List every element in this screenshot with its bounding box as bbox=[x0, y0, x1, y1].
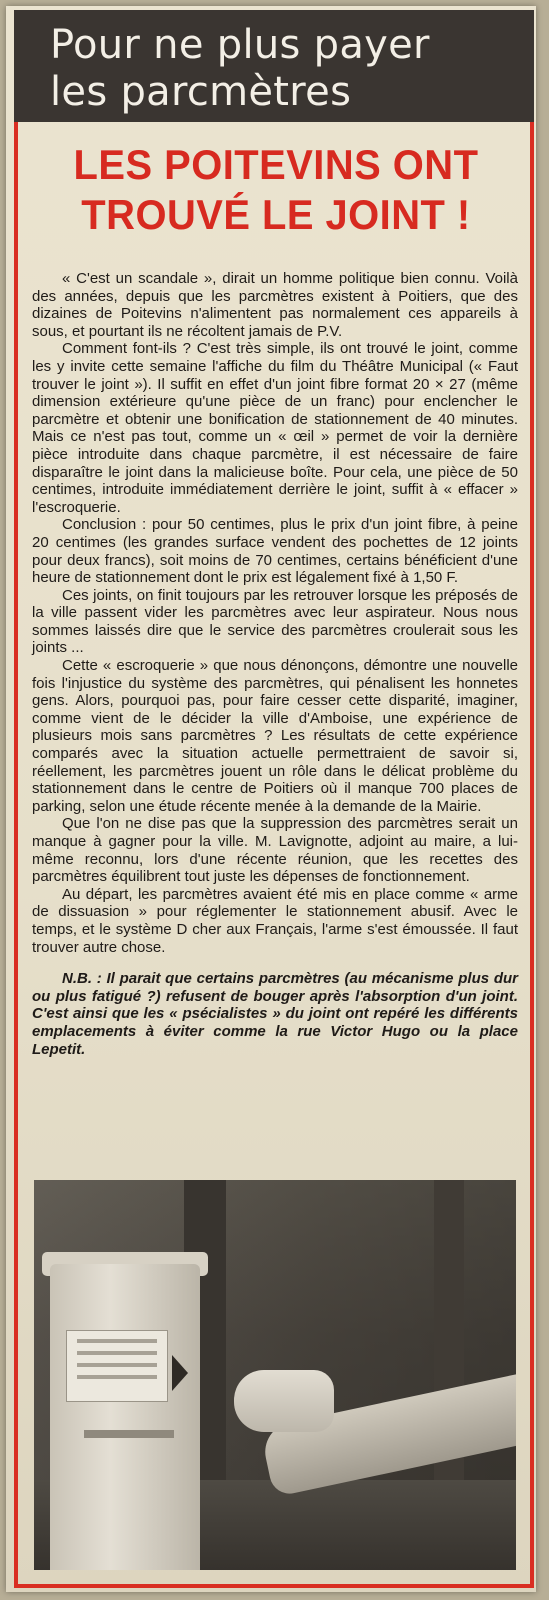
paragraph-5: Cette « escroquerie » que nous dénonçons, démontre une nouvelle fois l'injustice du système des parcmètres, qui pénalisent les honnetes gens. Alors, pourquoi pas, pour faire cesser cette disparité, imaginer, comme vient de le décider la ville d'Amboise, une expérience de plusieurs mois sans parcmètres ? Les résultats de cette expérience comparés avec la situation actuelle permettraient de savoir si, réellement, les parcmètres jouent un rôle dans le délicat problème du stationnement dans le centre de Poitiers où il manque 700 places de parking, selon une étude récente menée à la demande de la Mairie. bbox=[32, 657, 518, 815]
hand-inserting-coin bbox=[234, 1370, 334, 1432]
headline-line-2: TROUVÉ LE JOINT ! bbox=[81, 191, 471, 238]
parking-meter-photo bbox=[34, 1180, 516, 1570]
headline bbox=[39, 140, 514, 240]
kicker-banner bbox=[14, 10, 534, 122]
parking-meter-instruction-plate bbox=[66, 1330, 168, 1402]
paragraph-2: Comment font-ils ? C'est très simple, ils ont trouvé le joint, comme les y invite cette semaine l'affiche du film du Théâtre Municipal (« Faut trouver le joint »). Il suffit en effet d'un joint fibre format 20 × 27 (même dimension extérieure qu'une pièce de un franc) pour enclencher le parcmètre et obtenir une bonification de stationnement de 40 minutes. Mais ce n'est pas tout, comme un « œil » permet de voir la dernière pièce introduite dans chaque parcmètre, il est nécessaire de faire disparaître le joint dans la malicieuse boîte. Pour cela, une pièce de 50 centimes, introduite immédiatement derrière le joint, suffit à « effacer » l'escroquerie. bbox=[32, 340, 518, 516]
headline-line-1: LES POITEVINS ONT bbox=[73, 141, 479, 188]
kicker-line-2: les parcmètres bbox=[50, 69, 352, 115]
article-body bbox=[32, 270, 518, 1058]
paragraph-4: Ces joints, on finit toujours par les retrouver lorsque les préposés de la ville passent vider les parcmètres avec leur aspirateur. Nous nous sommes laissés dire que le service des parcmètres croulerait sous les joints ... bbox=[32, 586, 518, 657]
paragraph-6: Que l'on ne dise pas que la suppression des parcmètres serait un manque à gagner pour la ville. M. Lavignotte, adjoint au maire, a lui-même reconnu, lors d'une récente réunion, que les recettes des parcmètres équilibrent tout juste les dépenses de fonctionnement. bbox=[32, 815, 518, 886]
paragraph-7: Au départ, les parcmètres avaient été mis en place comme « arme de dissuasion » pour réglementer le stationnement abusif. Avec le temps, et le système D cher aux Français, l'arme s'est émoussée. Il faut trouver autre chose. bbox=[32, 885, 518, 956]
editor-note: N.B. : Il parait que certains parcmètres (au mécanisme plus dur ou plus fatigué ?) refusent de bouger après l'absorption d'un joint. C'est ainsi que les « psécialistes » du joint ont repéré les différents emplacements à éviter comme la rue Victor Hugo ou la place Lepetit. bbox=[32, 970, 518, 1058]
paragraph-3: Conclusion : pour 50 centimes, plus le prix d'un joint fibre, à peine 20 centimes (les grandes surface vendent des pochettes de 12 joints pour deux francs), soit moins de 70 centimes, certains bénéficient d'une heure de stationnement dont le prix est légalement fixé à 1,50 F. bbox=[32, 516, 518, 587]
coin-slot bbox=[84, 1430, 174, 1438]
parking-meter bbox=[50, 1264, 200, 1570]
paragraph-1: « C'est un scandale », dirait un homme politique bien connu. Voilà des années, depuis que les parcmètres existent à Poitiers, que des dizaines de Poitevins n'alimentent pas normalement ces appareils à sous, et pourtant ils ne récoltent jamais de P.V. bbox=[32, 270, 518, 340]
arrow-icon bbox=[172, 1355, 188, 1391]
kicker-line-1: Pour ne plus payer bbox=[50, 22, 430, 68]
